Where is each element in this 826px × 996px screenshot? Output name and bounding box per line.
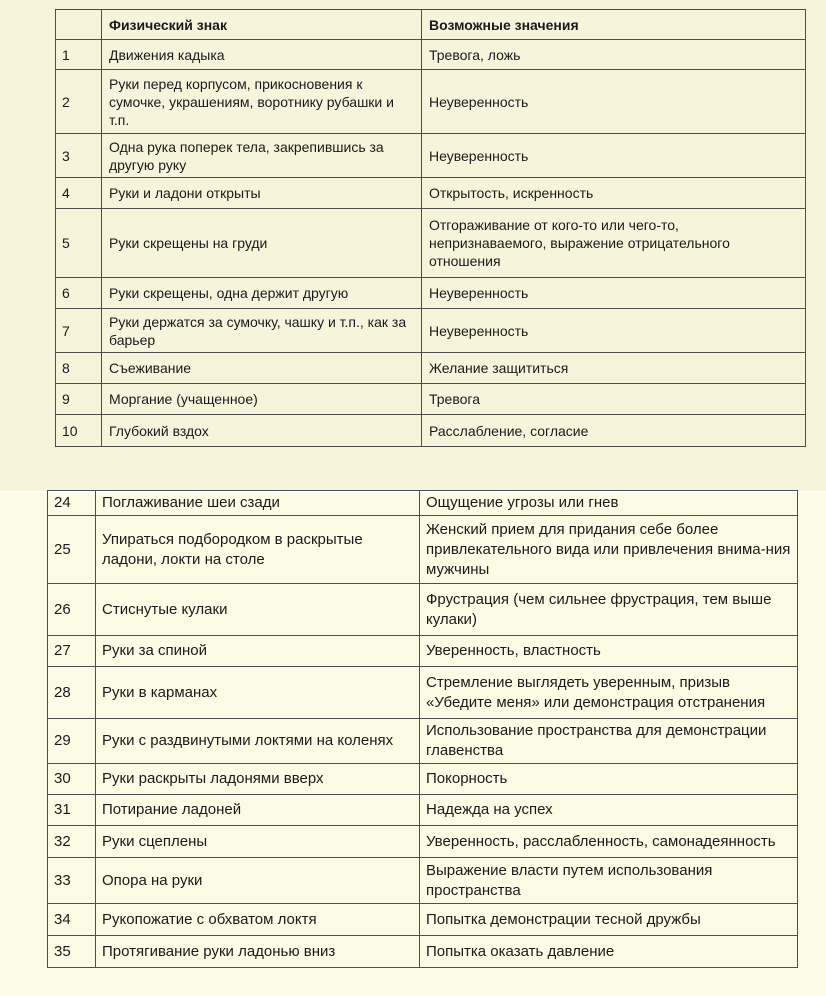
physical-sign-cell: Руки с раздвинутыми локтями на коленях	[96, 719, 420, 764]
meaning-cell: Открытость, искренность	[422, 178, 806, 209]
row-number: 24	[48, 491, 96, 516]
row-number: 7	[56, 309, 102, 353]
table-row	[48, 826, 798, 858]
header-meaning: Возможные значения	[422, 10, 806, 40]
table-body	[48, 491, 798, 968]
physical-sign-cell: Руки и ладони открыты	[102, 178, 422, 209]
meaning-cell: Уверенность, властность	[420, 636, 798, 667]
meaning-cell: Желание защититься	[422, 353, 806, 384]
row-number: 32	[48, 826, 96, 858]
meaning-cell: Женский прием для придания себе более привлекательного вида или привлечения внима-ния мужчины	[420, 516, 798, 584]
meaning-cell: Покорность	[420, 764, 798, 795]
meaning-cell: Фрустрация (чем сильнее фрустрация, тем выше кулаки)	[420, 584, 798, 636]
table-row	[56, 384, 806, 415]
header-num	[56, 10, 102, 40]
table-row	[56, 309, 806, 353]
meaning-cell: Неуверенность	[422, 309, 806, 353]
row-number: 3	[56, 134, 102, 178]
body-language-table-1	[55, 9, 806, 447]
physical-sign-cell: Рукопожатие с обхватом локтя	[96, 904, 420, 936]
row-number: 9	[56, 384, 102, 415]
table-header-row	[56, 10, 806, 40]
physical-sign-cell: Стиснутые кулаки	[96, 584, 420, 636]
meaning-cell: Уверенность, расслабленность, самонадеянность	[420, 826, 798, 858]
meaning-cell: Попытка демонстрации тесной дружбы	[420, 904, 798, 936]
table-row	[48, 936, 798, 968]
meaning-cell: Расслабление, согласие	[422, 415, 806, 447]
table-row	[56, 70, 806, 134]
physical-sign-cell: Руки скрещены, одна держит другую	[102, 278, 422, 309]
physical-sign-cell: Руки раскрыты ладонями вверх	[96, 764, 420, 795]
meaning-cell: Надежда на успех	[420, 795, 798, 826]
physical-sign-cell: Глубокий вздох	[102, 415, 422, 447]
table-row	[48, 795, 798, 826]
meaning-cell: Стремление выглядеть уверенным, призыв «Убедите меня» или демонстрация отстранения	[420, 667, 798, 719]
row-number: 34	[48, 904, 96, 936]
meaning-cell: Выражение власти путем использования пространства	[420, 858, 798, 904]
physical-sign-cell: Съеживание	[102, 353, 422, 384]
meaning-cell: Неуверенность	[422, 134, 806, 178]
row-number: 4	[56, 178, 102, 209]
table-row	[48, 584, 798, 636]
row-number: 5	[56, 209, 102, 278]
row-number: 29	[48, 719, 96, 764]
meaning-cell: Использование пространства для демонстрации главенства	[420, 719, 798, 764]
table-row	[48, 858, 798, 904]
body-language-table-2	[47, 490, 798, 968]
row-number: 2	[56, 70, 102, 134]
physical-sign-cell: Руки скрещены на груди	[102, 209, 422, 278]
table-row	[48, 764, 798, 795]
row-number: 27	[48, 636, 96, 667]
meaning-cell: Попытка оказать давление	[420, 936, 798, 968]
row-number: 25	[48, 516, 96, 584]
row-number: 1	[56, 40, 102, 70]
table-row	[56, 134, 806, 178]
table-row	[48, 491, 798, 516]
row-number: 8	[56, 353, 102, 384]
row-number: 31	[48, 795, 96, 826]
meaning-cell: Неуверенность	[422, 278, 806, 309]
row-number: 10	[56, 415, 102, 447]
table-row	[56, 353, 806, 384]
table-row	[56, 415, 806, 447]
row-number: 6	[56, 278, 102, 309]
table-row	[48, 719, 798, 764]
meaning-cell: Ощущение угрозы или гнев	[420, 491, 798, 516]
row-number: 35	[48, 936, 96, 968]
physical-sign-cell: Руки перед корпусом, прикосновения к сумочке, украшениям, воротнику рубашки и т.п.	[102, 70, 422, 134]
table-row	[56, 278, 806, 309]
row-number: 28	[48, 667, 96, 719]
physical-sign-cell: Руки за спиной	[96, 636, 420, 667]
meaning-cell: Неуверенность	[422, 70, 806, 134]
physical-sign-cell: Одна рука поперек тела, закрепившись за другую руку	[102, 134, 422, 178]
physical-sign-cell: Потирание ладоней	[96, 795, 420, 826]
table-row	[56, 40, 806, 70]
physical-sign-cell: Поглаживание шеи сзади	[96, 491, 420, 516]
table-fragment-top	[0, 0, 826, 492]
physical-sign-cell: Опора на руки	[96, 858, 420, 904]
physical-sign-cell: Руки в карманах	[96, 667, 420, 719]
table-fragment-bottom	[0, 491, 826, 996]
table-body	[56, 40, 806, 447]
header-sign: Физический знак	[102, 10, 422, 40]
table-row	[56, 178, 806, 209]
table-row	[48, 516, 798, 584]
physical-sign-cell: Моргание (учащенное)	[102, 384, 422, 415]
table-row	[48, 904, 798, 936]
table-row	[56, 209, 806, 278]
physical-sign-cell: Руки держатся за сумочку, чашку и т.п., как за барьер	[102, 309, 422, 353]
meaning-cell: Тревога	[422, 384, 806, 415]
row-number: 33	[48, 858, 96, 904]
meaning-cell: Отгораживание от кого-то или чего-то, непризнаваемого, выражение отрицательного отношения	[422, 209, 806, 278]
row-number: 30	[48, 764, 96, 795]
row-number: 26	[48, 584, 96, 636]
table-row	[48, 667, 798, 719]
physical-sign-cell: Протягивание руки ладонью вниз	[96, 936, 420, 968]
physical-sign-cell: Руки сцеплены	[96, 826, 420, 858]
meaning-cell: Тревога, ложь	[422, 40, 806, 70]
table-row	[48, 636, 798, 667]
physical-sign-cell: Упираться подбородком в раскрытые ладони, локти на столе	[96, 516, 420, 584]
physical-sign-cell: Движения кадыка	[102, 40, 422, 70]
